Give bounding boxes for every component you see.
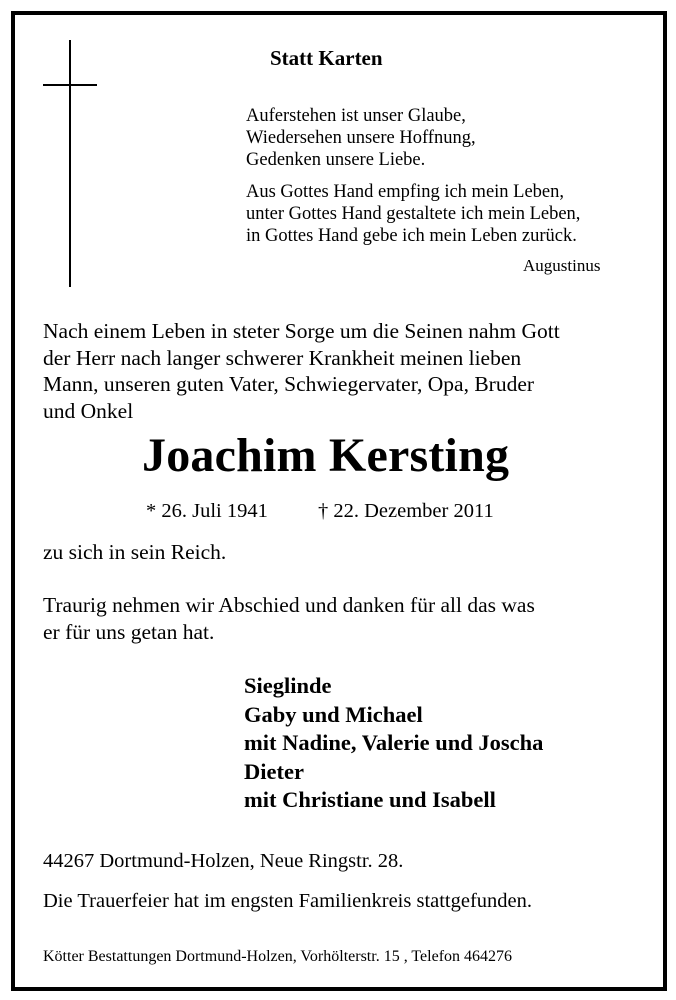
poem-line: Wiedersehen unsere Hoffnung, [246,128,476,148]
poem-line: Aus Gottes Hand empfing ich mein Leben, [246,182,565,202]
poem-stanza-1 [246,105,476,171]
poem-stanza-2 [246,181,580,247]
family-members [244,672,543,815]
family-line: Sieglinde [244,673,332,698]
intro-line: Mann, unseren guten Vater, Schwiegervater, Opa, Bruder [43,372,535,396]
intro-line: und Onkel [43,398,134,423]
poem-line: Auferstehen ist unser Glaube, [246,106,466,126]
thanks-line: Traurig nehmen wir Abschied und danken für all das was [43,593,535,617]
poem-line: Gedenken unsere Liebe. [246,150,426,170]
family-line: Dieter [244,758,304,784]
family-line: mit Christiane und Isabell [244,787,496,812]
intro-text [43,318,560,424]
intro-line: der Herr nach langer schwerer Krankheit meinen lieben [43,345,522,370]
poem-author: Augustinus [523,256,601,275]
poem-line: in Gottes Hand gebe ich mein Leben zurück. [246,226,577,246]
funeral-note: Die Trauerfeier hat im engsten Familienkreis stattgefunden. [43,890,533,912]
family-line: Gaby und Michael [244,701,423,727]
deceased-name: Joachim Kersting [142,429,510,482]
address: 44267 Dortmund-Holzen, Neue Ringstr. 28. [43,850,404,872]
funeral-home-footer: Kötter Bestattungen Dortmund-Holzen, Vorhölterstr. 15 , Telefon 464276 [43,948,513,965]
death-date: † 22. Dezember 2011 [318,500,494,522]
thanks-line: er für uns getan hat. [43,619,215,644]
reich-line: zu sich in sein Reich. [43,540,227,564]
birth-date: * 26. Juli 1941 [146,500,268,522]
heading-statt-karten: Statt Karten [270,46,383,70]
poem-line: unter Gottes Hand gestaltete ich mein Leben, [246,204,581,224]
family-line: mit Nadine, Valerie und Joscha [244,730,544,755]
thanks-text [43,592,535,645]
intro-line: Nach einem Leben in steter Sorge um die Seinen nahm Gott [43,319,560,343]
